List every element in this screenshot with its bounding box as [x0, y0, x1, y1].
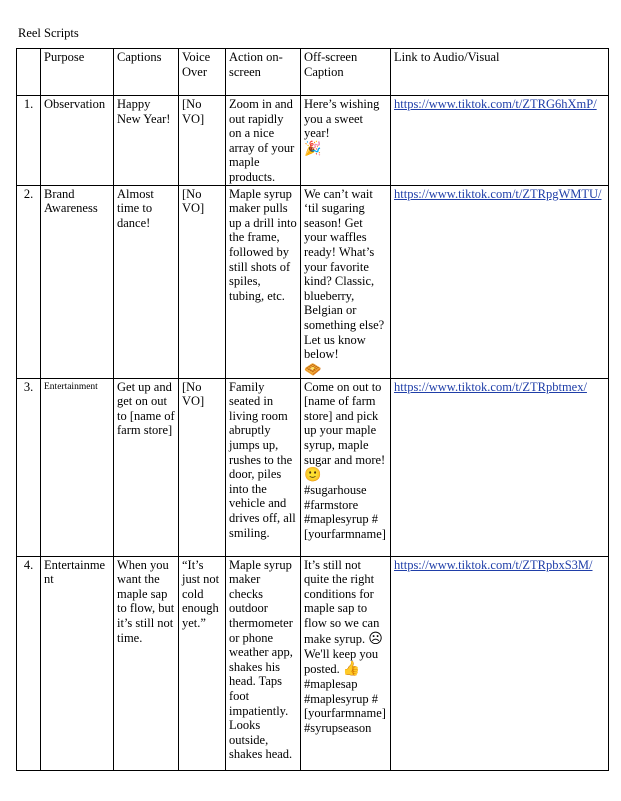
header-link: Link to Audio/Visual [391, 49, 609, 96]
thumbs-up-icon: 👍 [342, 661, 361, 678]
row-purpose: Observation [41, 96, 114, 186]
table-row [17, 185, 609, 378]
smiley-icon: 🙂 [304, 467, 322, 484]
row-captions: Get up and get on out to [name of farm store] [114, 378, 179, 556]
offscreen-text: Come on out to [name of farm store] and pick up your maple syrup, maple sugar and more! [304, 379, 386, 467]
tiktok-link[interactable]: https://www.tiktok.com/t/ZTRpbxS3M/ [394, 557, 593, 572]
table-header-row [17, 49, 609, 96]
frown-icon: ☹ [368, 630, 383, 647]
tiktok-link[interactable]: https://www.tiktok.com/t/ZTRpbtmex/ [394, 379, 587, 394]
row-captions: When you want the maple sap to flow, but it’s still not time. [114, 556, 179, 770]
row-offscreen-caption [301, 96, 391, 186]
offscreen-text-continued: We'll keep you posted. [304, 646, 379, 677]
header-voice-over: Voice Over [179, 49, 226, 96]
row-voice-over: [No VO] [179, 185, 226, 378]
offscreen-hashtags: #sugarhouse #farmstore #maplesyrup #[yourfarmname] [304, 483, 386, 542]
row-number: 2. [17, 185, 41, 378]
row-voice-over: [No VO] [179, 96, 226, 186]
row-voice-over: [No VO] [179, 378, 226, 556]
header-action: Action on-screen [226, 49, 301, 96]
table-row [17, 378, 609, 556]
row-purpose: Entertainment [41, 378, 114, 556]
row-offscreen-caption [301, 556, 391, 770]
offscreen-text: Here’s wishing you a sweet year! [304, 97, 380, 141]
tiktok-link[interactable]: https://www.tiktok.com/t/ZTRG6hXmP/ [394, 97, 597, 111]
row-purpose: Brand Awareness [41, 185, 114, 378]
offscreen-text: We can’t wait ‘til sugaring season! Get your waffles ready! What’s your favorite kind? Classic, blueberry, Belgian or something else? Let us know below! [304, 186, 385, 362]
document-title: Reel Scripts [18, 26, 79, 40]
offscreen-text: It’s still not quite the right conditions for maple sap to flow so we can make syrup. [304, 557, 380, 646]
row-action: Maple syrup maker pulls up a drill into the frame, followed by still shots of spiles, tubing, etc. [226, 185, 301, 378]
row-offscreen-caption [301, 185, 391, 378]
row-action: Zoom in and out rapidly on a nice array of your maple products. [226, 96, 301, 186]
header-num [17, 49, 41, 96]
table-row [17, 556, 609, 770]
reel-scripts-table [16, 48, 609, 771]
party-popper-icon: 🎉 [304, 140, 322, 157]
waffle-icon: 🧇 [304, 361, 322, 378]
row-link [391, 378, 609, 556]
row-offscreen-caption [301, 378, 391, 556]
header-purpose: Purpose [41, 49, 114, 96]
row-purpose: Entertainment [41, 556, 114, 770]
row-link [391, 185, 609, 378]
offscreen-hashtags: #maplesap #maplesyrup #[yourfarmname] #syrupseason [304, 677, 386, 736]
table-row [17, 96, 609, 186]
row-captions: Happy New Year! [114, 96, 179, 186]
row-link [391, 96, 609, 186]
tiktok-link[interactable]: https://www.tiktok.com/t/ZTRpgWMTU/ [394, 186, 602, 201]
row-link [391, 556, 609, 770]
row-number: 3. [17, 378, 41, 556]
row-action: Family seated in living room abruptly jumps up, rushes to the door, piles into the vehicle and drives off, all smiling. [226, 378, 301, 556]
row-number: 1. [17, 96, 41, 186]
row-number: 4. [17, 556, 41, 770]
row-voice-over: “It’s just not cold enough yet.” [179, 556, 226, 770]
row-captions: Almost time to dance! [114, 185, 179, 378]
row-action: Maple syrup maker checks outdoor thermometer or phone weather app, shakes his head. Taps foot impatiently. Looks outside, shakes head. [226, 556, 301, 770]
header-offscreen: Off-screen Caption [301, 49, 391, 96]
header-captions: Captions [114, 49, 179, 96]
